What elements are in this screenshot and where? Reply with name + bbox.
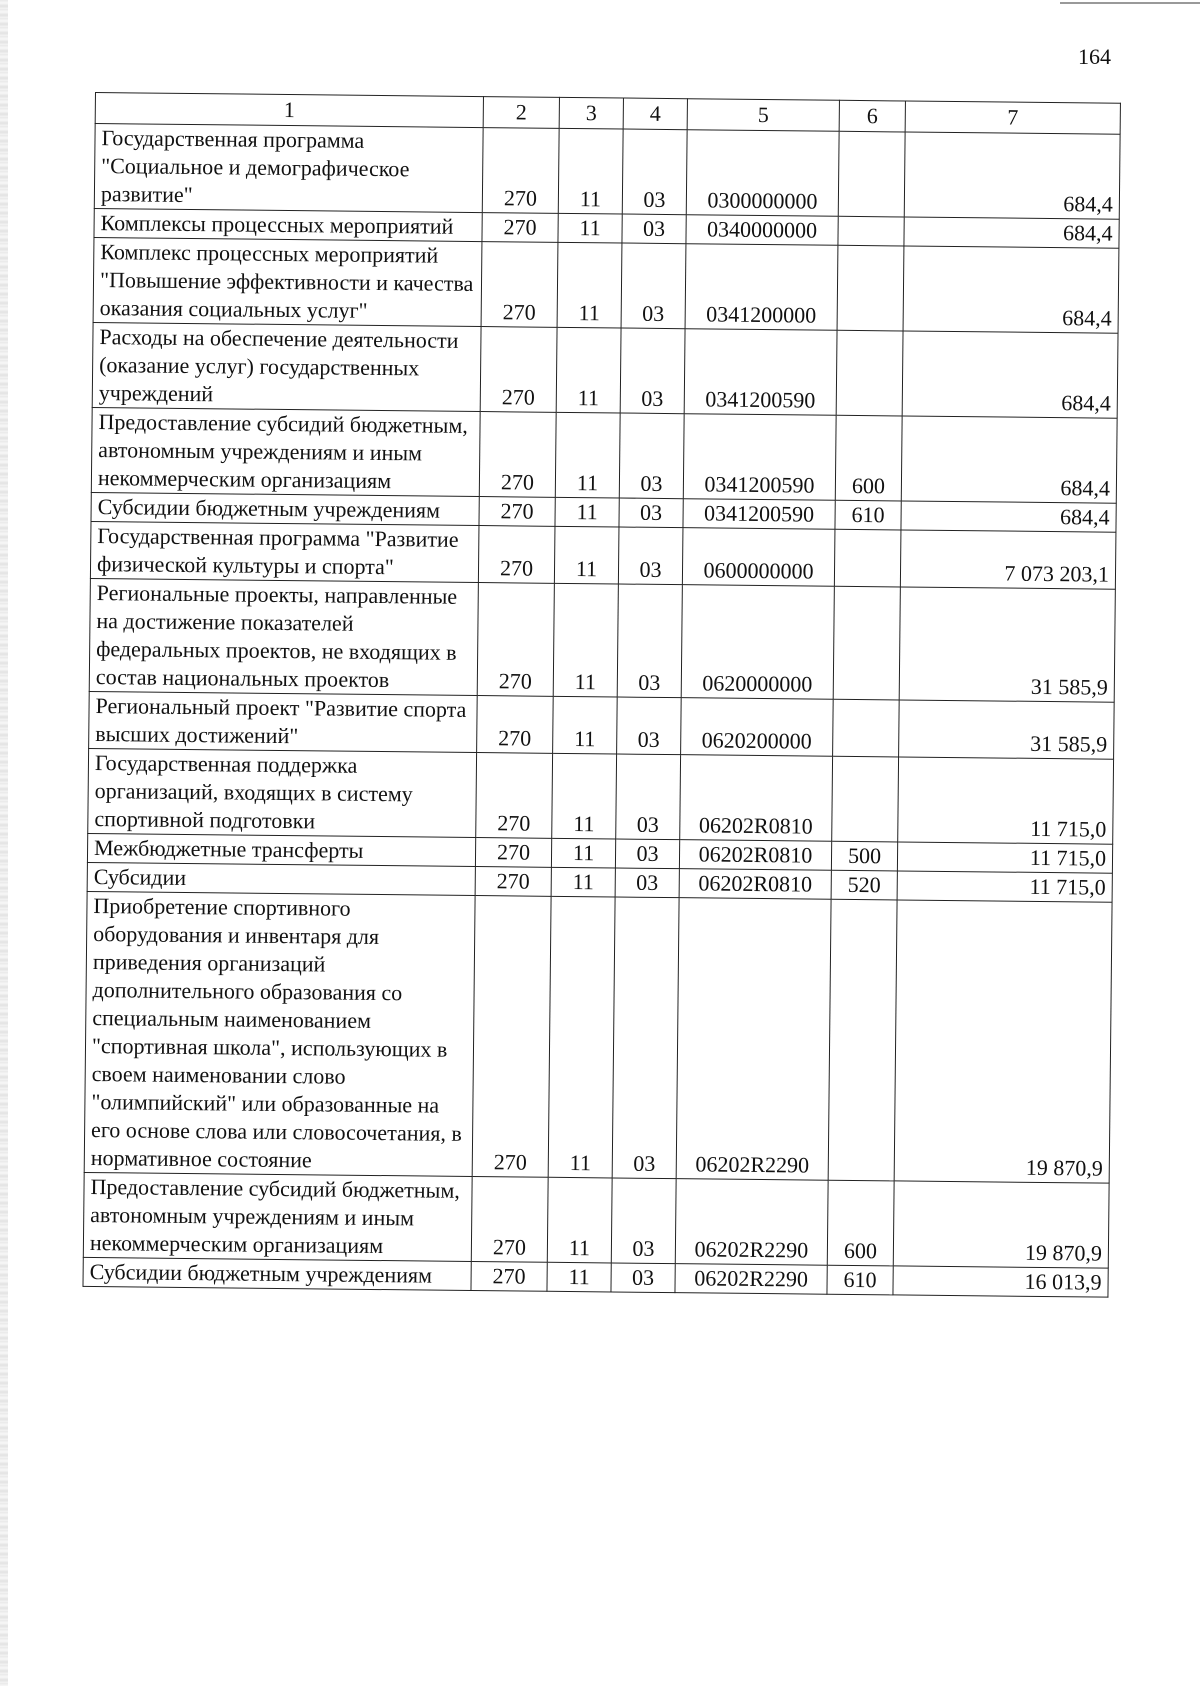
column-header: 6	[839, 100, 905, 132]
subsection-code-cell: 03	[615, 839, 679, 869]
admin-code-cell: 270	[479, 497, 555, 527]
admin-code-cell: 270	[471, 1262, 547, 1292]
column-header: 2	[483, 97, 559, 129]
subsection-code-cell: 03	[618, 527, 683, 585]
admin-code-cell: 270	[476, 753, 553, 839]
table-row	[89, 578, 1115, 702]
item-name-cell: Комплексы процессных мероприятий	[94, 208, 482, 241]
section-code-cell: 11	[557, 242, 622, 328]
target-article-cell: 06202R2290	[675, 1264, 827, 1295]
column-header: 5	[687, 99, 839, 132]
scan-edge-artifact	[0, 0, 8, 1686]
subsection-code-cell: 03	[611, 1178, 676, 1264]
expense-type-cell	[834, 529, 901, 587]
subsection-code-cell: 03	[622, 129, 687, 215]
admin-code-cell: 270	[478, 526, 555, 584]
amount-cell: 31 585,9	[899, 700, 1115, 759]
expense-type-cell	[837, 245, 904, 331]
target-article-cell: 06202R2290	[676, 898, 831, 1181]
item-name-cell: Государственная программа "Социальное и демографическое развитие"	[94, 124, 483, 213]
expense-type-cell	[838, 216, 904, 246]
section-code-cell: 11	[554, 526, 619, 584]
section-code-cell: 11	[547, 1262, 611, 1292]
subsection-code-cell: 03	[622, 214, 686, 244]
page-number: 164	[1078, 44, 1111, 69]
column-header: 4	[623, 98, 687, 130]
target-article-cell: 0620000000	[681, 585, 834, 700]
target-article-cell: 0341200590	[684, 329, 837, 416]
expense-type-cell: 610	[827, 1265, 893, 1295]
section-code-cell: 11	[556, 327, 621, 413]
admin-code-cell: 270	[477, 696, 554, 754]
item-name-cell: Предоставление субсидий бюджетным, автономным учреждениям и иным некоммерческим организациям	[83, 1172, 472, 1261]
column-header: 1	[95, 93, 483, 128]
section-code-cell: 11	[548, 896, 615, 1178]
expense-type-cell: 520	[831, 870, 897, 900]
section-code-cell: 11	[555, 412, 620, 498]
column-header: 7	[905, 101, 1120, 134]
table-row	[94, 124, 1120, 220]
expense-type-cell: 500	[831, 841, 897, 871]
subsection-code-cell: 03	[612, 897, 679, 1179]
amount-cell: 19 870,9	[893, 1181, 1109, 1268]
expense-type-cell	[832, 756, 899, 842]
admin-code-cell: 270	[471, 1177, 548, 1263]
admin-code-cell: 270	[475, 867, 551, 897]
amount-cell: 684,4	[901, 501, 1116, 532]
target-article-cell: 06202R0810	[679, 840, 831, 871]
budget-table	[82, 92, 1120, 1298]
expense-type-cell: 600	[827, 1180, 894, 1266]
expense-type-cell	[833, 699, 900, 757]
admin-code-cell: 270	[479, 412, 556, 498]
expense-type-cell: 610	[835, 500, 901, 530]
table-row	[84, 891, 1112, 1183]
amount-cell: 684,4	[902, 331, 1118, 418]
item-name-cell: Субсидии бюджетным учреждениям	[83, 1257, 471, 1290]
section-code-cell: 11	[551, 867, 615, 897]
section-code-cell: 11	[553, 696, 618, 754]
section-code-cell: 11	[558, 213, 622, 243]
target-article-cell: 0300000000	[686, 130, 839, 217]
table-row	[93, 237, 1119, 333]
subsection-code-cell: 03	[619, 413, 684, 499]
item-name-cell: Предоставление субсидий бюджетным, автономным учреждениям и иным некоммерческим организациям	[91, 407, 480, 496]
section-code-cell: 11	[558, 128, 623, 214]
item-name-cell: Приобретение спортивного оборудования и инвентаря для приведения организаций дополнительного образования со специальным наименованием "спортивная школа", использующих в своем наименовании слово "олимпийский" или образованные на его основе слова или словосочетания, в нормативное состояние	[84, 891, 475, 1176]
admin-code-cell: 270	[482, 128, 559, 214]
target-article-cell: 06202R2290	[675, 1179, 828, 1266]
section-code-cell: 11	[553, 583, 618, 697]
amount-cell: 684,4	[903, 246, 1119, 333]
item-name-cell: Субсидии бюджетным учреждениям	[91, 492, 479, 525]
amount-cell: 11 715,0	[897, 842, 1112, 873]
item-name-cell: Региональный проект "Развитие спорта высших достижений"	[89, 691, 478, 752]
subsection-code-cell: 03	[620, 328, 685, 414]
item-name-cell: Расходы на обеспечение деятельности (оказание услуг) государственных учреждений	[92, 322, 481, 411]
subsection-code-cell: 03	[616, 754, 681, 840]
target-article-cell: 06202R0810	[680, 755, 833, 842]
admin-code-cell: 270	[482, 213, 558, 243]
expense-type-cell	[833, 586, 900, 700]
section-code-cell: 11	[547, 1177, 612, 1263]
table-row	[88, 748, 1114, 844]
subsection-code-cell: 03	[611, 1263, 675, 1293]
admin-code-cell: 270	[480, 327, 557, 413]
column-header: 3	[559, 97, 623, 129]
amount-cell: 7 073 203,1	[900, 530, 1116, 589]
top-edge-line	[1060, 2, 1200, 4]
amount-cell: 19 870,9	[894, 900, 1112, 1183]
table-body	[83, 124, 1120, 1298]
target-article-cell: 0341200000	[685, 244, 838, 331]
item-name-cell: Субсидии	[87, 862, 475, 895]
target-article-cell: 0341200590	[683, 499, 835, 530]
target-article-cell: 0600000000	[682, 528, 835, 587]
amount-cell: 31 585,9	[899, 587, 1115, 702]
subsection-code-cell: 03	[615, 868, 679, 898]
admin-code-cell: 270	[475, 838, 551, 868]
admin-code-cell: 270	[477, 583, 554, 697]
table-row	[83, 1172, 1109, 1268]
expense-type-cell: 600	[835, 415, 902, 501]
amount-cell: 11 715,0	[898, 757, 1114, 844]
target-article-cell: 0340000000	[686, 215, 838, 246]
expense-type-cell	[838, 131, 905, 217]
table-row	[92, 322, 1118, 418]
target-article-cell: 06202R0810	[679, 869, 831, 900]
section-code-cell: 11	[552, 753, 617, 839]
amount-cell: 11 715,0	[897, 871, 1112, 902]
amount-cell: 684,4	[904, 217, 1119, 248]
subsection-code-cell: 03	[621, 243, 686, 329]
table-row	[90, 521, 1116, 589]
expense-type-cell	[828, 899, 897, 1181]
target-article-cell: 0620200000	[681, 698, 834, 757]
item-name-cell: Комплекс процессных мероприятий "Повышение эффективности и качества оказания социальных услуг"	[93, 237, 482, 326]
subsection-code-cell: 03	[617, 584, 682, 698]
item-name-cell: Государственная программа "Развитие физической культуры и спорта"	[90, 521, 479, 582]
expense-type-cell	[836, 330, 903, 416]
subsection-code-cell: 03	[619, 498, 683, 528]
admin-code-cell: 270	[472, 896, 551, 1178]
table-row	[91, 407, 1117, 503]
table-row	[89, 691, 1115, 759]
amount-cell: 684,4	[904, 132, 1120, 219]
amount-cell: 684,4	[901, 416, 1117, 503]
item-name-cell: Региональные проекты, направленные на достижение показателей федеральных проектов, не входящих в состав национальных проектов	[89, 578, 478, 695]
subsection-code-cell: 03	[617, 697, 682, 755]
amount-cell: 16 013,9	[893, 1266, 1108, 1297]
target-article-cell: 0341200590	[683, 414, 836, 501]
admin-code-cell: 270	[481, 242, 558, 328]
section-code-cell: 11	[551, 838, 615, 868]
item-name-cell: Межбюджетные трансферты	[87, 833, 475, 866]
section-code-cell: 11	[555, 497, 619, 527]
item-name-cell: Государственная поддержка организаций, входящих в систему спортивной подготовки	[88, 748, 477, 837]
